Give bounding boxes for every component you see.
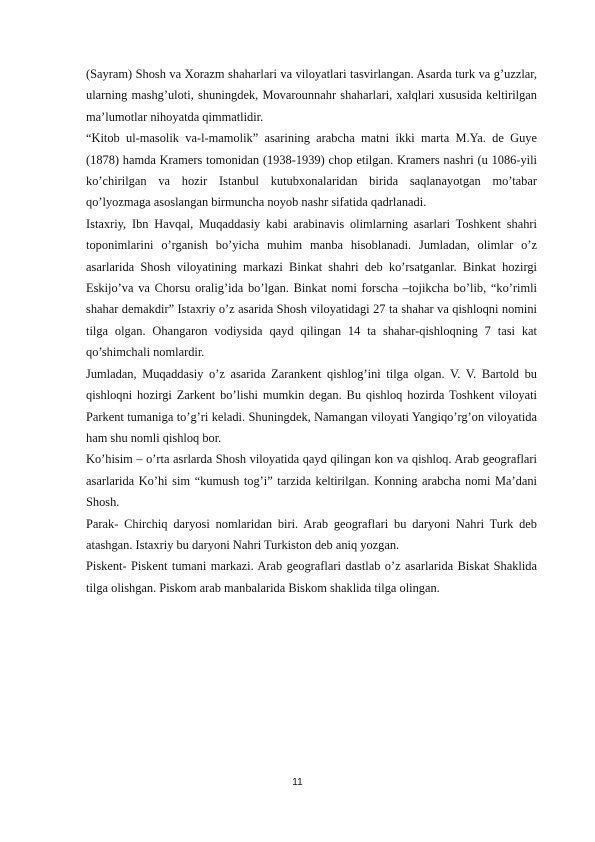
page-number: 11	[292, 777, 303, 788]
paragraph-kohisim: Ko’hisim – o’rta asrlarda Shosh viloyatida qayd qilingan kon va qishloq. Arab geograflari asarlarida Ko’hi sim “kumush tog’i” tarzida keltirilgan. Konning arabcha nomi Ma’dani Shosh.	[86, 452, 537, 510]
paragraph-istaxriy-binkat: Istaxriy, Ibn Havqal, Muqaddasiy kabi arabinavis olimlarning asarlari Toshkent shahri toponimlarini o’rganish bo’yicha muhim manba hisoblanadi. Jumladan, olimlar o’z asarlarida Shosh viloyatining markazi Binkat shahri deb ko’rsatganlar. Binkat hozirgi Eskijo’va va Chorsu oralig’ida bo’lgan. Binkat nomi forscha –tojikcha bo’lib, “ko’rimli shahar demakdir” Istaxriy o’z asarida Shosh viloyatidagi 27 ta shahar va qishloqni nomini tilga olgan. Ohangaron vodiysida qayd qilingan 14 ta shahar-qishloqning 7 tasi kat qo’shimchali nomlardir.	[86, 216, 537, 360]
paragraph-parak: Parak- Chirchiq daryosi nomlaridan biri. Arab geograflari bu daryoni Nahri Turk deb atashgan. Istaxriy bu daryoni Nahri Turkiston deb aniq yozgan.	[86, 516, 537, 552]
paragraph-piskent: Piskent- Piskent tumani markazi. Arab geograflari dastlab o’z asarlarida Biskat Shaklida tilga olishgan. Piskom arab manbalarida Biskom shaklida tilga olingan.	[86, 559, 537, 595]
text-body	[86, 64, 537, 599]
paragraph-zarankent: Jumladan, Muqaddasiy o’z asarida Zarankent qishlog’ini tilga olgan. V. V. Bartold bu qishloqni hozirgi Zarkent bo’lishi mumkin degan. Bu qishloq hozirda Toshkent viloyati Parkent tumaniga to’g’ri keladi. Shuningdek, Namangan viloyati Yangiqo’rg’on viloyatida ham shu nomli qishloq bor.	[86, 366, 537, 445]
paragraph-sayram-shosh: (Sayram) Shosh va Xorazm shaharlari va viloyatlari tasvirlangan. Asarda turk va g’uzzlar, ularning mashg’uloti, shuningdek, Movarounnahr shaharlari, xalqlari xususida keltirilgan ma’lumotlar nihoyatda qimmatlidir.	[86, 67, 537, 124]
paragraph-kitob-ul-masolik: “Kitob ul-masolik va-l-mamolik” asarining arabcha matni ikki marta M.Ya. de Guye (1878) hamda Kramers tomonidan (1938-1939) chop etilgan. Kramers nashri (u 1086-yili ko’chirilgan va hozir Istanbul kutubxonalaridan birida saqlanayotgan mo’tabar qo’lyozmaga asoslangan birmuncha noyob nashr sifatida qadrlanadi.	[86, 131, 537, 210]
